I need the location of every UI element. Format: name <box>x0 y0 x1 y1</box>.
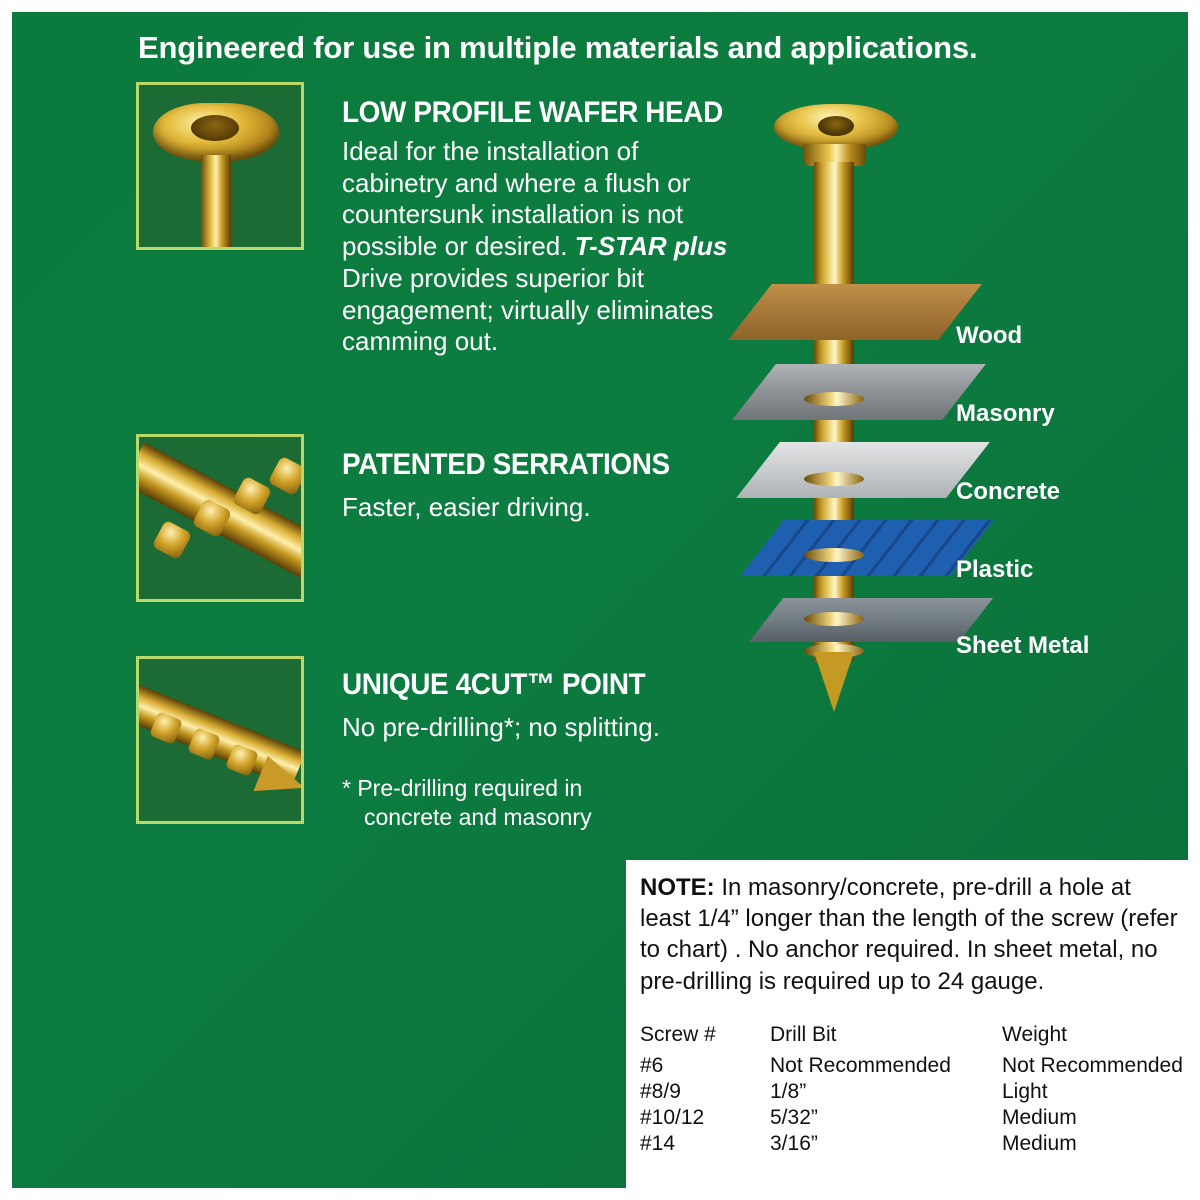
material-layer-wood <box>728 284 982 340</box>
feature-title-wafer-head: LOW PROFILE WAFER HEAD <box>342 96 723 129</box>
material-layer-masonry <box>732 364 986 420</box>
wafer-head-icon <box>139 85 301 247</box>
table-row <box>640 1131 1188 1157</box>
cell-weight: Light <box>1002 1080 1048 1103</box>
layer-label-sheet-metal: Sheet Metal <box>956 632 1090 659</box>
material-layer-concrete <box>736 442 990 498</box>
screw-point-graphic <box>814 652 854 712</box>
feature-body-wafer-head <box>342 136 742 358</box>
cell-screw: #8/9 <box>640 1080 681 1103</box>
feature-title-serrations: PATENTED SERRATIONS <box>342 448 670 481</box>
footnote <box>342 774 682 832</box>
layer-label-masonry: Masonry <box>956 400 1055 427</box>
footnote-line-1: * Pre-drilling required in <box>342 775 583 801</box>
table-header-drill-bit: Drill Bit <box>770 1023 837 1046</box>
note-box <box>626 860 1198 1200</box>
cell-drill-bit: 1/8” <box>770 1080 807 1103</box>
cell-screw: #14 <box>640 1132 676 1155</box>
note-body: In masonry/concrete, pre-drill a hole at least 1/4” longer than the length of the screw (refer to chart) . No anchor required. In sheet metal, no pre-drilling is required up to 24 gauge. <box>640 874 1178 995</box>
table-header-weight: Weight <box>1002 1023 1067 1046</box>
table-row <box>640 1079 1188 1105</box>
drill-bit-table <box>640 1022 1188 1157</box>
cell-drill-bit: Not Recommended <box>770 1054 951 1077</box>
cut-point-icon <box>139 659 301 821</box>
serrations-icon <box>139 437 301 599</box>
page-title: Engineered for use in multiple materials and applications. <box>138 30 978 65</box>
layer-label-plastic: Plastic <box>956 556 1034 583</box>
cell-screw: #6 <box>640 1054 664 1077</box>
cell-weight: Not Recommended <box>1002 1054 1183 1077</box>
feature-body-serrations <box>342 492 762 524</box>
exploded-screw-diagram <box>712 92 1192 792</box>
note-label: NOTE: <box>640 874 715 901</box>
green-background-panel <box>12 12 1188 1188</box>
cell-screw: #10/12 <box>640 1106 705 1129</box>
layer-label-wood: Wood <box>956 322 1023 349</box>
table-header-screw: Screw # <box>640 1023 716 1046</box>
footnote-line-2: concrete and masonry <box>364 803 592 830</box>
table-row <box>640 1053 1188 1079</box>
feature-body-text-2: Drive provides superior bit engagement; virtually eliminates camming out. <box>342 262 714 357</box>
feature-thumbnail-point <box>136 656 304 824</box>
feature-thumbnail-serrations <box>136 434 304 602</box>
table-row <box>640 1105 1188 1131</box>
feature-body-text-point: No pre-drilling*; no splitting. <box>342 712 660 742</box>
feature-body-text-serrations: Faster, easier driving. <box>342 492 591 522</box>
feature-title-point: UNIQUE 4CUT™ POINT <box>342 668 646 701</box>
cell-drill-bit: 3/16” <box>770 1132 818 1155</box>
feature-body-point <box>342 712 762 744</box>
layer-label-concrete: Concrete <box>956 478 1061 505</box>
feature-body-text-1: Ideal for the installation of cabinetry and where a flush or countersunk installation is not possible or desired. <box>342 136 691 262</box>
table-header-row <box>640 1022 1188 1053</box>
cell-drill-bit: 5/32” <box>770 1106 818 1129</box>
note-paragraph <box>640 872 1188 997</box>
tstar-plus-emphasis: T-STAR plus <box>574 231 728 262</box>
feature-thumbnail-wafer-head <box>136 82 304 250</box>
cell-weight: Medium <box>1002 1106 1077 1129</box>
cell-weight: Medium <box>1002 1132 1077 1155</box>
